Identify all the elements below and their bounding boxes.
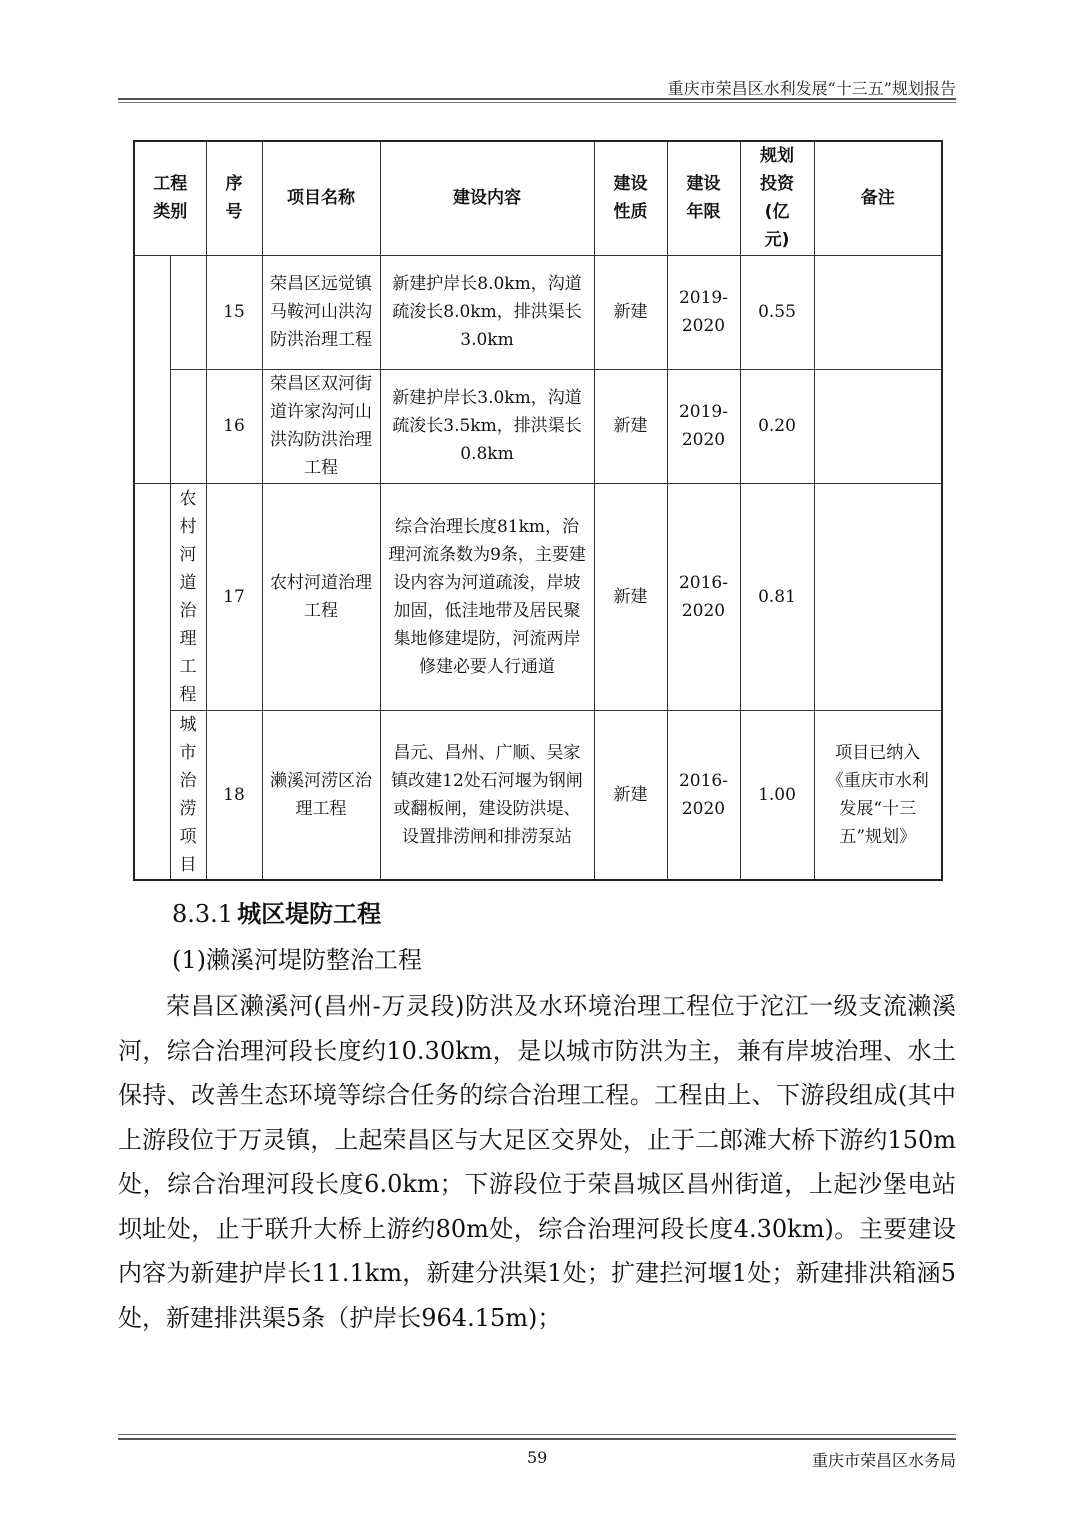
subcategory-blank-cell xyxy=(170,255,206,369)
footer-organization: 重庆市荣昌区水务局 xyxy=(811,1451,956,1470)
header-category: 工程类别 xyxy=(134,141,206,255)
table-row xyxy=(134,255,942,369)
row-investment: 0.81 xyxy=(740,483,814,710)
row-name: 荣昌区远觉镇马鞍河山洪沟防洪治理工程 xyxy=(262,255,380,369)
row-content: 综合治理长度81km，治理河流条数为9条，主要建设内容为河道疏浚，岸坡加固，低洼地带及居民聚集地修建堤防，河流两岸修建必要人行通道 xyxy=(380,483,594,710)
header-seq: 序号 xyxy=(206,141,262,255)
section-heading xyxy=(172,894,381,929)
row-remarks xyxy=(814,255,942,369)
footer-rule xyxy=(118,1438,956,1440)
row-seq: 17 xyxy=(206,483,262,710)
header-period: 建设年限 xyxy=(667,141,740,255)
row-content: 新建护岸长3.0km，沟道疏浚长3.5km，排洪渠长0.8km xyxy=(380,369,594,483)
subsection-heading: (1)濑溪河堤防整治工程 xyxy=(172,946,422,974)
row-period: 2019-2020 xyxy=(667,369,740,483)
row-remarks: 项目已纳入《重庆市水利发展“十三五”规划》 xyxy=(814,710,942,880)
table-header-row xyxy=(134,141,942,255)
header-remarks: 备注 xyxy=(814,141,942,255)
row-seq: 15 xyxy=(206,255,262,369)
project-plan-table xyxy=(133,140,943,881)
row-nature: 新建 xyxy=(594,369,667,483)
row-nature: 新建 xyxy=(594,255,667,369)
header-rule xyxy=(118,98,956,100)
header-rule xyxy=(118,102,956,103)
category-urban-waterlogging: 城市治涝项目 xyxy=(170,710,206,880)
body-paragraph: 荣昌区濑溪河(昌州-万灵段)防洪及水环境治理工程位于沱江一级支流濑溪河，综合治理河段长度约10.30km，是以城市防洪为主，兼有岸坡治理、水土保持、改善生态环境等综合任务的综合治理工程。工程由上、下游段组成(其中上游段位于万灵镇，上起荣昌区与大足区交界处，止于二郎滩大桥下游约150m处，综合治理河段长度6.0km；下游段位于荣昌城区昌州街道，上起沙堡电站坝址处，止于联升大桥上游约80m处，综合治理河段长度4.30km)。主要建设内容为新建护岸长11.1km，新建分洪渠1处；扩建拦河堰1处；新建排洪箱涵5处，新建排洪渠5条（护岸长964.15m)； xyxy=(118,992,956,1332)
section-title: 城区堤防工程 xyxy=(237,900,382,928)
row-seq: 16 xyxy=(206,369,262,483)
row-nature: 新建 xyxy=(594,710,667,880)
row-remarks xyxy=(814,369,942,483)
table-row xyxy=(134,710,942,880)
row-period: 2016-2020 xyxy=(667,483,740,710)
category-blank-cell xyxy=(134,483,170,880)
footer-rule xyxy=(118,1434,956,1435)
row-seq: 18 xyxy=(206,710,262,880)
page-header-title: 重庆市荣昌区水利发展“十三五”规划报告 xyxy=(667,79,956,98)
header-investment: 规划投资(亿元) xyxy=(740,141,814,255)
row-period: 2019-2020 xyxy=(667,255,740,369)
subcategory-blank-cell xyxy=(170,369,206,483)
row-name: 农村河道治理工程 xyxy=(262,483,380,710)
row-investment: 1.00 xyxy=(740,710,814,880)
row-name: 濑溪河涝区治理工程 xyxy=(262,710,380,880)
header-name: 项目名称 xyxy=(262,141,380,255)
row-content: 新建护岸长8.0km，沟道疏浚长8.0km，排洪渠长3.0km xyxy=(380,255,594,369)
section-number: 8.3.1 xyxy=(172,900,234,928)
category-rural-river: 农村河道治理工程 xyxy=(170,483,206,710)
row-name: 荣昌区双河街道许家沟河山洪沟防洪治理工程 xyxy=(262,369,380,483)
row-investment: 0.20 xyxy=(740,369,814,483)
row-investment: 0.55 xyxy=(740,255,814,369)
row-nature: 新建 xyxy=(594,483,667,710)
category-blank-cell xyxy=(134,255,170,483)
row-period: 2016-2020 xyxy=(667,710,740,880)
table-row xyxy=(134,483,942,710)
header-content: 建设内容 xyxy=(380,141,594,255)
row-content: 昌元、昌州、广顺、吴家镇改建12处石河堰为钢闸或翻板闸，建设防洪堤、设置排涝闸和排涝泵站 xyxy=(380,710,594,880)
page-number: 59 xyxy=(527,1448,548,1467)
row-remarks xyxy=(814,483,942,710)
header-nature: 建设性质 xyxy=(594,141,667,255)
table-row xyxy=(134,369,942,483)
